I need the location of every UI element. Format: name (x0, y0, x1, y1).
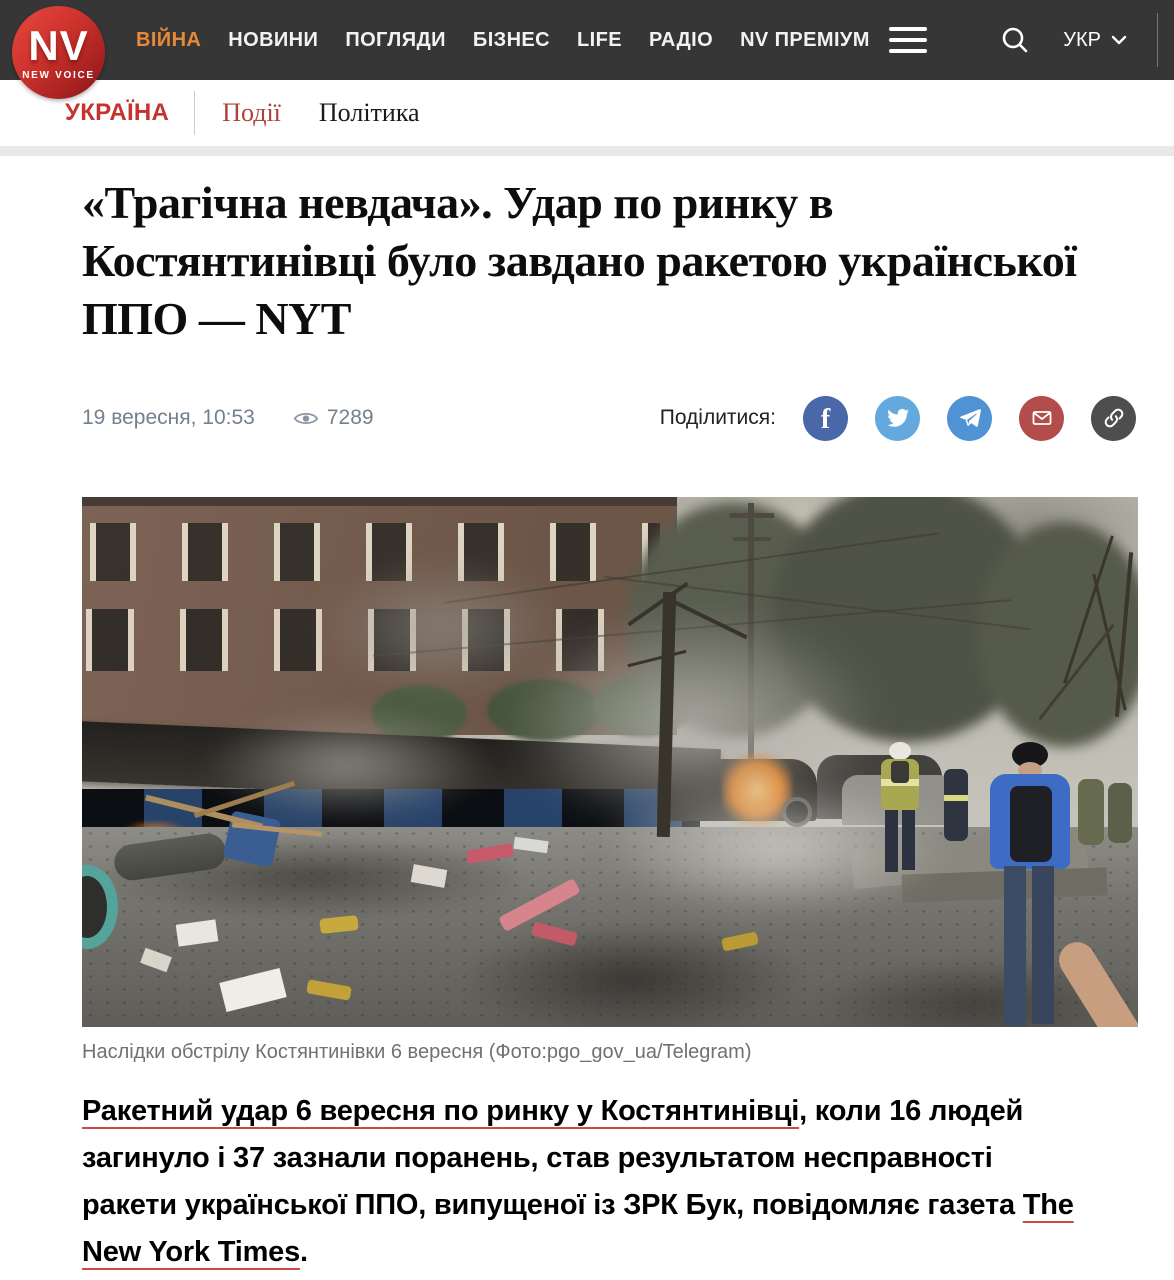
article-title: «Трагічна невдача». Удар по ринку в Костянтинівці було завдано ракетою української ППО — NYT (82, 177, 1077, 344)
facebook-icon: f (820, 404, 831, 436)
photo-smoke (312, 557, 572, 697)
share-email-button[interactable] (1019, 396, 1064, 441)
photo-tree (977, 522, 1138, 747)
share-label: Поділитися: (659, 406, 776, 430)
topbar-divider (1157, 13, 1158, 67)
share-copy-link-button[interactable] (1091, 396, 1136, 441)
link-icon (1102, 406, 1126, 430)
email-icon (1029, 406, 1055, 430)
share-bar (660, 396, 1136, 441)
article-lead-paragraph (82, 1088, 1082, 1276)
language-switcher[interactable] (1063, 29, 1127, 52)
photo-soldier (1078, 779, 1104, 845)
photo-reflective-stripe (944, 795, 968, 801)
publish-date: 19 вересня, 10:53 (82, 406, 255, 430)
photo-firefighter-2 (944, 769, 968, 841)
hamburger-menu-icon[interactable] (889, 27, 927, 53)
body-link-nyt[interactable]: The New York Times (82, 1188, 1074, 1268)
article-meta-row (82, 396, 1136, 441)
top-navigation-bar (0, 0, 1174, 80)
menu-item-life[interactable]: LIFE (577, 28, 622, 51)
topbar-right-controls (889, 13, 1174, 67)
photo-firefighter-vest (891, 761, 909, 783)
photo-pole-crossarm (733, 537, 771, 541)
photo-person-legs (1004, 866, 1026, 1026)
subnav-divider (194, 91, 195, 135)
photo-blue-hoodie (990, 774, 1070, 869)
menu-item-opinions[interactable]: ПОГЛЯДИ (345, 28, 446, 51)
photo-pole-crossarm (730, 513, 774, 518)
photo-black-vest (1010, 786, 1052, 862)
photo-firefighter-jacket (881, 759, 919, 811)
share-telegram-button[interactable] (947, 396, 992, 441)
photo-firefighter (877, 742, 923, 892)
subnav-item-politics[interactable]: Політика (318, 98, 420, 127)
search-icon[interactable] (999, 24, 1031, 56)
nv-logo-text: NV (28, 21, 89, 69)
eye-icon (293, 410, 319, 427)
photo-building-roof (82, 497, 677, 506)
main-menu (136, 29, 870, 52)
views-counter (293, 406, 374, 430)
menu-item-nv-premium[interactable]: NV ПРЕМІУМ (740, 28, 870, 51)
menu-item-business[interactable]: БІЗНЕС (472, 28, 551, 51)
share-twitter-button[interactable] (875, 396, 920, 441)
body-link-kostiantynivka-strike[interactable]: Ракетний удар 6 вересня по ринку у Костянтинівці (82, 1094, 800, 1127)
nv-logo[interactable] (12, 6, 105, 99)
article (0, 174, 1174, 1276)
menu-item-radio[interactable]: РАДІО (648, 28, 714, 51)
nv-logo-subtext: NEW VOICE (22, 69, 95, 81)
telegram-icon (958, 406, 982, 430)
subnav-item-events[interactable]: Події (222, 98, 281, 127)
twitter-icon (886, 406, 910, 430)
photo-smoke (202, 707, 492, 822)
views-count: 7289 (326, 406, 374, 430)
photo-person-legs (1032, 866, 1054, 1024)
menu-item-news[interactable]: НОВИНИ (228, 28, 319, 51)
chevron-down-icon (1111, 35, 1127, 45)
photo-firefighter-pants (885, 810, 898, 872)
language-label: УКР (1063, 28, 1101, 51)
page-background-strip (0, 146, 1174, 156)
photo-firefighter-pants (902, 810, 915, 870)
article-lead-text: , коли 16 людей загинуло і 37 зазнали поранень, став результатом несправності ракети української ППО, випущеної із ЗРК Бук, повідомляє газета (82, 1094, 1024, 1221)
article-image (82, 497, 1138, 1027)
photo-firefighter-helmet (889, 742, 911, 760)
section-ukraine[interactable]: УКРАЇНА (65, 99, 170, 126)
section-navigation (0, 80, 1174, 146)
share-facebook-button[interactable] (803, 396, 848, 441)
image-caption: Наслідки обстрілу Костянтинівки 6 вересня (Фото:pgo_gov_ua/Telegram) (82, 1040, 752, 1063)
photo-soldier (1108, 783, 1132, 843)
article-lead-period: . (300, 1235, 308, 1268)
photo-person-blue-jacket (982, 742, 1074, 1027)
menu-item-war[interactable]: ВІЙНА (136, 28, 202, 51)
